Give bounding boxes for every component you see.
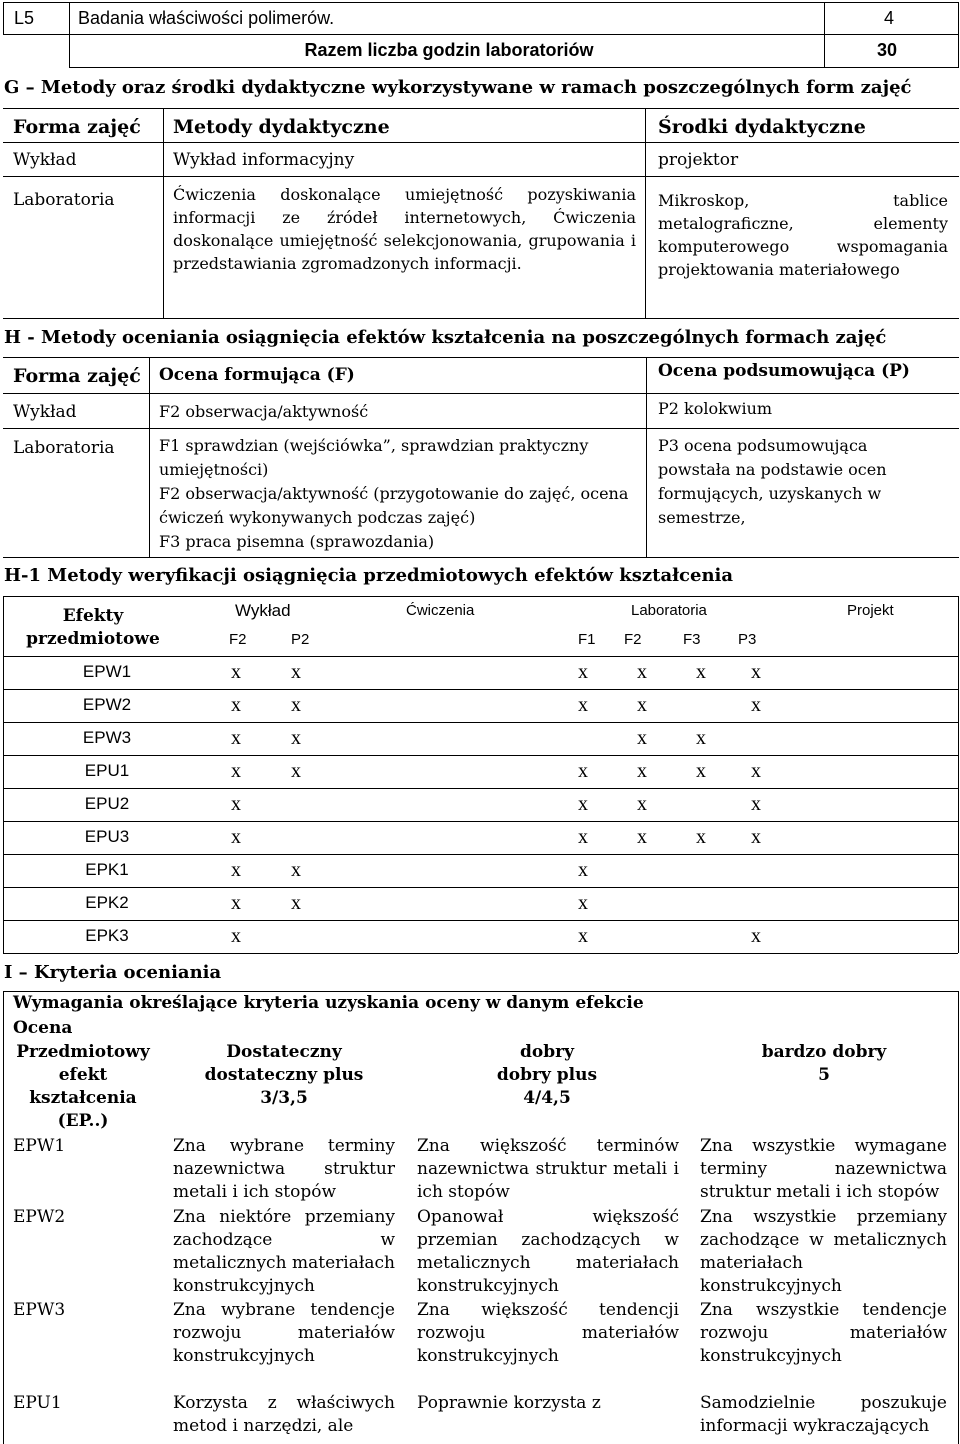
- verification-mark: x: [751, 694, 761, 716]
- group-cwiczenia: Ćwiczenia: [406, 602, 475, 619]
- g-row-2-means: Mikroskop, tablice metalograficzne, elementy komputerowego wspomagania projektowania materiałowego: [658, 191, 948, 279]
- subcol-5: P3: [738, 631, 757, 648]
- verification-mark: x: [751, 925, 761, 947]
- g-row-2-form: Laboratoria: [13, 190, 115, 210]
- grade-3-plus-label: dostateczny plus: [204, 1065, 364, 1085]
- effect-code: EPW2: [82, 695, 132, 714]
- lab-name: Badania właściwości polimerów.: [78, 8, 335, 28]
- criteria-grade-3: [170, 1041, 398, 1110]
- criteria-row-code: EPW2: [13, 1207, 66, 1227]
- h-header-p: Ocena podsumowująca (P): [658, 361, 910, 381]
- effect-code: EPU3: [84, 827, 130, 846]
- grade-4-value: 4/4,5: [523, 1088, 571, 1108]
- verification-mark: x: [637, 727, 647, 749]
- h-row-2-f2: F2 obserwacja/aktywność (przygotowanie do zajęć, ocena ćwiczeń wykonywanych podczas zajęć): [159, 484, 629, 527]
- total-hours-value: 30: [877, 40, 898, 60]
- criteria-row-grade-3: Korzysta z właściwych metod i narzędzi, ale: [173, 1393, 395, 1436]
- criteria-grade-4: [414, 1041, 680, 1110]
- verification-mark: x: [751, 661, 761, 683]
- verification-mark: x: [696, 760, 706, 782]
- criteria-row-grade-3: Zna wybrane terminy nazewnictwa struktur metali i ich stopów: [173, 1136, 395, 1202]
- verification-mark: x: [231, 925, 241, 947]
- effect-code: EPK3: [85, 926, 129, 945]
- section-h-title: H - Metody oceniania osiągnięcia efektów kształcenia na poszczególnych formach zajęć: [4, 327, 887, 348]
- verification-mark: x: [578, 694, 588, 716]
- verification-mark: x: [637, 694, 647, 716]
- verification-mark: x: [578, 925, 588, 947]
- verification-mark: x: [696, 727, 706, 749]
- h-header-f: Ocena formująca (F): [159, 365, 355, 385]
- subcol-0: F2: [229, 631, 247, 648]
- group-wyklad: Wykład: [235, 601, 291, 620]
- effect-code: EPW3: [82, 728, 132, 747]
- verification-mark: x: [291, 694, 301, 716]
- criteria-row-grade-5: Zna wszystkie tendencje rozwoju materiałów konstrukcyjnych: [700, 1300, 947, 1366]
- grade-4-label: dobry: [520, 1042, 574, 1062]
- verification-mark: x: [291, 760, 301, 782]
- verification-mark: x: [291, 859, 301, 881]
- criteria-grade-5: [697, 1041, 951, 1087]
- criteria-row-grade-4: Poprawnie korzysta z: [417, 1393, 601, 1413]
- verification-mark: x: [231, 727, 241, 749]
- verification-mark: x: [637, 793, 647, 815]
- verification-mark: x: [231, 859, 241, 881]
- h-row-2-f1: F1 sprawdzian (wejściówka”, sprawdzian praktyczny umiejętności): [159, 436, 589, 479]
- g-header-form: Forma zajęć: [13, 116, 141, 138]
- subcol-1: P2: [291, 631, 310, 648]
- lab-code: L5: [14, 8, 35, 28]
- subcol-3: F2: [624, 631, 642, 648]
- verification-mark: x: [751, 760, 761, 782]
- g-header-methods: Metody dydaktyczne: [173, 116, 390, 138]
- h-header-form: Forma zajęć: [13, 365, 141, 387]
- grade-3-value: 3/3,5: [260, 1088, 308, 1108]
- criteria-box-title: Wymagania określające kryteria uzyskania oceny w danym efekcie: [13, 993, 644, 1013]
- h-row-2-f3: F3 praca pisemna (sprawozdania): [159, 532, 435, 551]
- effect-code: EPK1: [85, 860, 129, 879]
- verification-mark: x: [231, 760, 241, 782]
- g-row-1-methods: Wykład informacyjny: [173, 150, 355, 170]
- verification-mark: x: [291, 892, 301, 914]
- verification-mark: x: [231, 826, 241, 848]
- grade-3-label: Dostateczny: [226, 1042, 342, 1062]
- total-hours-label: Razem liczba godzin laboratoriów: [304, 40, 594, 60]
- criteria-ocena-label: Ocena: [13, 1018, 73, 1038]
- verification-mark: x: [637, 661, 647, 683]
- verification-mark: x: [751, 826, 761, 848]
- criteria-row-code: EPU1: [13, 1393, 62, 1413]
- verification-mark: x: [751, 793, 761, 815]
- verification-mark: x: [578, 661, 588, 683]
- verification-mark: x: [696, 661, 706, 683]
- effects-header: [18, 605, 168, 651]
- subcol-2: F1: [578, 631, 596, 648]
- section-g-title: G – Metody oraz środki dydaktyczne wykorzystywane w ramach poszczególnych form zajęć: [4, 77, 912, 98]
- h-row-2-form: Laboratoria: [13, 438, 115, 458]
- criteria-effect-header: Przedmiotowy efekt kształcenia (EP..): [16, 1042, 150, 1131]
- g-row-1-form: Wykład: [13, 150, 77, 170]
- criteria-row-grade-5: Samodzielnie poszukuje informacji wykraczających: [700, 1393, 947, 1436]
- effect-code: EPK2: [85, 893, 129, 912]
- grade-5-value: 5: [818, 1065, 830, 1085]
- verification-mark: x: [231, 793, 241, 815]
- verification-mark: x: [231, 892, 241, 914]
- verification-mark: x: [291, 661, 301, 683]
- effect-code: EPU1: [84, 761, 130, 780]
- h-row-2-p: P3 ocena podsumowująca powstała na podstawie ocen formujących, uzyskanych w semestrze,: [658, 436, 887, 527]
- criteria-row-grade-4: Zna większość tendencji rozwoju materiałów konstrukcyjnych: [417, 1300, 679, 1366]
- g-row-2-methods: Ćwiczenia doskonalące umiejętność pozyskiwania informacji ze źródeł internetowych, Ćwiczenia doskonalące umiejętność selekcjonowania, grupowania i przedstawiania zgromadzonych informacji.: [173, 185, 636, 273]
- criteria-row-grade-3: Zna niektóre przemiany zachodzące w metalicznych materiałach konstrukcyjnych: [173, 1207, 395, 1296]
- verification-mark: x: [578, 826, 588, 848]
- h-row-1-f: F2 obserwacja/aktywność: [159, 402, 369, 421]
- effects-header-line-2: przedmiotowe: [26, 629, 160, 649]
- verification-mark: x: [578, 859, 588, 881]
- g-header-means: Środki dydaktyczne: [658, 116, 866, 138]
- lab-hours: 4: [884, 8, 895, 28]
- subcol-4: F3: [683, 631, 701, 648]
- verification-mark: x: [231, 694, 241, 716]
- grade-4-plus-label: dobry plus: [496, 1065, 598, 1085]
- criteria-row-grade-4: Zna większość terminów nazewnictwa struktur metali i ich stopów: [417, 1136, 679, 1202]
- verification-mark: x: [578, 760, 588, 782]
- criteria-row-grade-5: Zna wszystkie wymagane terminy nazewnictwa struktur metali i ich stopów: [700, 1136, 947, 1202]
- verification-mark: x: [578, 892, 588, 914]
- verification-mark: x: [578, 793, 588, 815]
- group-projekt: Projekt: [847, 602, 894, 619]
- criteria-row-grade-5: Zna wszystkie przemiany zachodzące w metalicznych materiałach konstrukcyjnych: [700, 1207, 947, 1296]
- grade-5-label: bardzo dobry: [761, 1042, 887, 1062]
- effect-code: EPU2: [84, 794, 130, 813]
- h-row-2-f: [159, 434, 629, 554]
- group-laboratoria: Laboratoria: [631, 602, 707, 619]
- verification-mark: x: [637, 760, 647, 782]
- effect-code: EPW1: [82, 662, 132, 681]
- g-row-1-means: projektor: [658, 150, 739, 170]
- verification-mark: x: [637, 826, 647, 848]
- section-i-title: I – Kryteria oceniania: [4, 962, 222, 983]
- verification-mark: x: [696, 826, 706, 848]
- h-row-1-p: P2 kolokwium: [658, 399, 773, 418]
- effects-header-line-1: Efekty: [62, 606, 124, 626]
- verification-mark: x: [291, 727, 301, 749]
- criteria-row-code: EPW1: [13, 1136, 66, 1156]
- criteria-row-grade-4: Opanował większość przemian zachodzących w metalicznych materiałach konstrukcyjnych: [417, 1207, 679, 1296]
- criteria-row-grade-3: Zna wybrane tendencje rozwoju materiałów konstrukcyjnych: [173, 1300, 395, 1366]
- verification-mark: x: [231, 661, 241, 683]
- h-row-1-form: Wykład: [13, 402, 77, 422]
- criteria-row-code: EPW3: [13, 1300, 66, 1320]
- section-h1-title: H-1 Metody weryfikacji osiągnięcia przedmiotowych efektów kształcenia: [4, 565, 734, 586]
